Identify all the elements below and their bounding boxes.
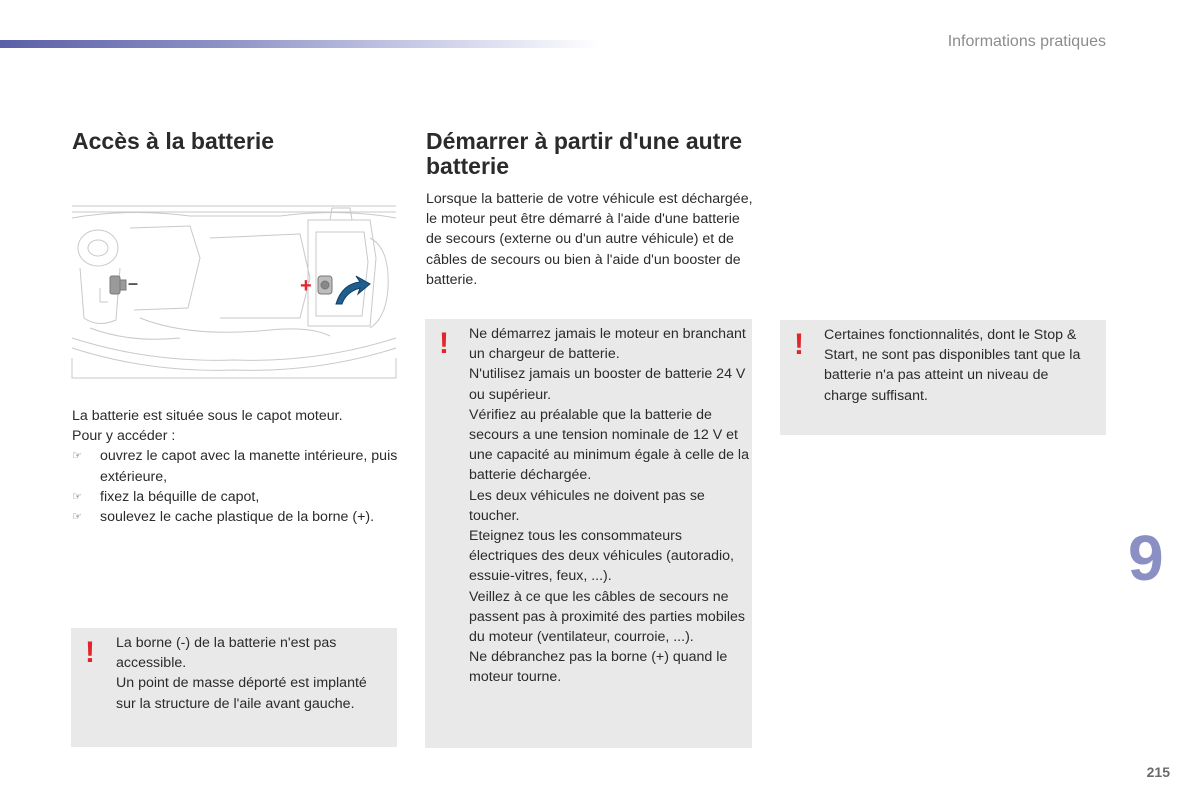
intro-line: Pour y accéder : xyxy=(72,428,176,445)
header-accent-bar xyxy=(0,40,600,48)
access-steps-list xyxy=(72,446,402,527)
warning-text: Certaines fonctionnalités, dont le Stop & Start, ne sont pas disponibles tant que la batterie n'a pas atteint un niveau de charge suffisant. xyxy=(824,327,1081,404)
exclamation-icon: ! xyxy=(85,636,95,669)
engine-bay-illustration xyxy=(70,198,398,382)
battery-negative-terminal xyxy=(110,276,126,294)
warning-box-jump-start xyxy=(425,319,752,748)
chapter-number: 9 xyxy=(1128,522,1164,594)
battery-positive-terminal xyxy=(318,276,332,294)
jump-start-intro: Lorsque la batterie de votre véhicule est déchargée, le moteur peut être démarré à l'aide d'une batterie de secours (externe ou d'un autre véhicule) et de câbles de secours ou bien à l'aide d'un booster de batterie. xyxy=(426,191,753,288)
pointing-hand-icon: ☞ xyxy=(72,490,82,503)
exclamation-icon: ! xyxy=(794,328,804,361)
pointing-hand-icon: ☞ xyxy=(72,450,82,463)
list-item: ☞ fixez la béquille de capot, xyxy=(72,487,402,507)
battery-access-instructions xyxy=(72,406,402,527)
intro-line: La batterie est située sous le capot moteur. xyxy=(72,408,343,424)
svg-text:–: – xyxy=(128,273,139,293)
svg-text:+: + xyxy=(300,275,312,297)
warning-text: La borne (-) de la batterie n'est pas accessible. Un point de masse déporté est implanté sur la structure de l'aile avant gauche. xyxy=(116,635,367,712)
heading-battery-access: Accès à la batterie xyxy=(72,128,275,154)
exclamation-icon: ! xyxy=(439,327,449,360)
list-item: ☞ ouvrez le capot avec la manette intérieure, puis extérieure, xyxy=(72,448,398,485)
section-title: Informations pratiques xyxy=(947,33,1106,50)
heading-jump-start: Démarrer à partir d'une autre batterie xyxy=(426,128,743,179)
page-number: 215 xyxy=(1146,764,1170,780)
list-item: ☞ soulevez le cache plastique de la borne (+). xyxy=(72,507,402,527)
warning-box-negative-terminal xyxy=(71,628,397,747)
warning-text: Ne démarrez jamais le moteur en branchant un chargeur de batterie. N'utilisez jamais un booster de batterie 24 V ou supérieur. Vérifiez au préalable que la batterie de secours a une tension nominale de 12 V et une capacité au minimum égale à celle de la batterie déchargée. Les deux véhicules ne doivent pas se toucher. Eteignez tous les consommateurs électriques des deux véhicules (autoradio, essuie-vitres, feux, ...). Veillez à ce que les câbles de secours ne passent pas à proximité des parties mobiles du moteur (ventilateur, courroie, ...). Ne débranchez pas la borne (+) quand le moteur tourne. xyxy=(469,326,749,686)
warning-box-stop-start xyxy=(780,320,1106,435)
pointing-hand-icon: ☞ xyxy=(72,511,82,524)
